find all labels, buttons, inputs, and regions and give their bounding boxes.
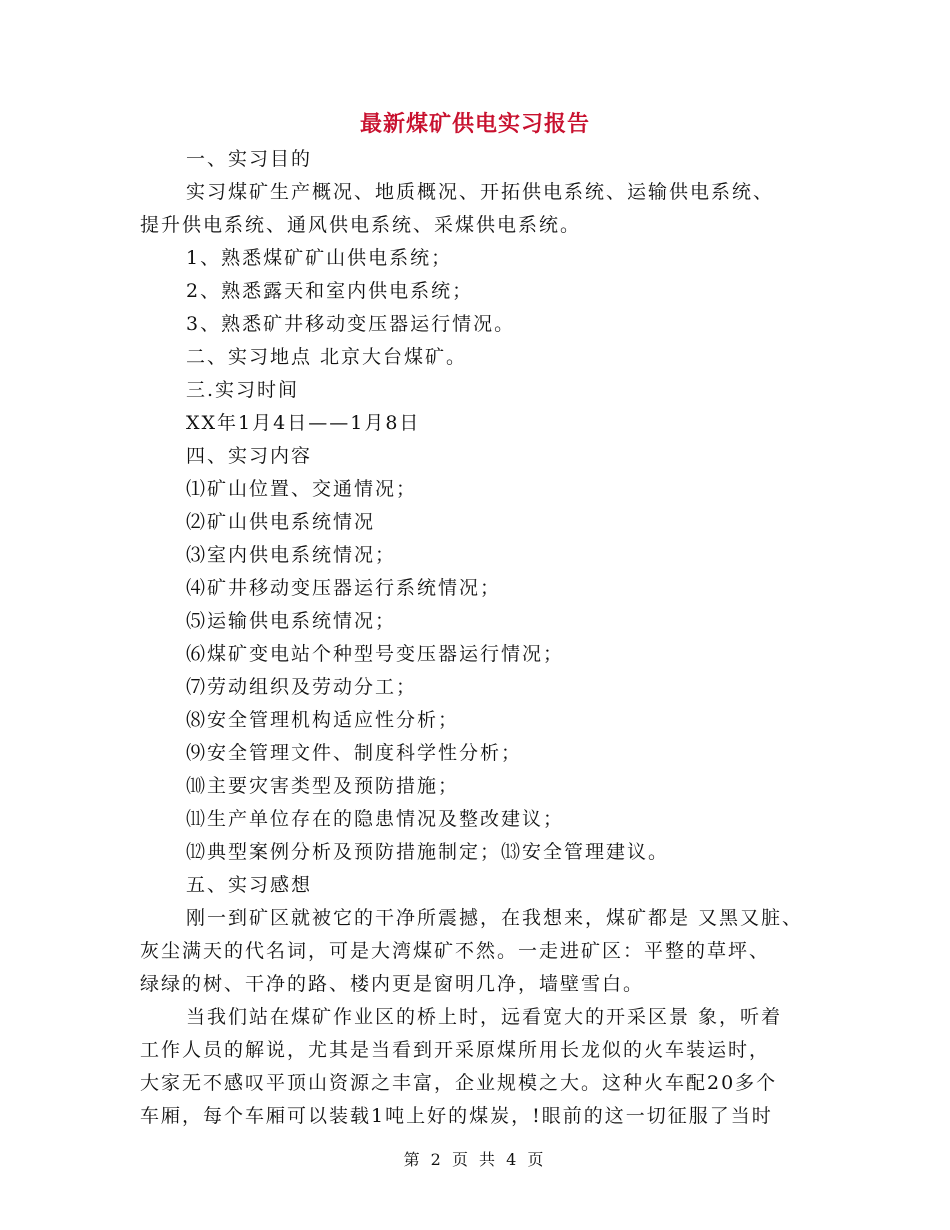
text-line: ⑽主要灾害类型及预防措施；: [186, 775, 460, 797]
text-line: ⑵矿山供电系统情况: [186, 511, 376, 533]
text-line: ⑾生产单位存在的隐患情况及整改建议；: [186, 808, 565, 830]
text-line: 提升供电系统、通风供电系统、采煤供电系统。: [140, 214, 582, 236]
text-line: 五、实习感想: [186, 874, 313, 896]
text-line: 3、熟悉矿井移动变压器运行情况。: [186, 313, 516, 335]
text-line: 2、熟悉露天和室内供电系统；: [186, 280, 474, 302]
text-line: ⑴矿山位置、交通情况；: [186, 478, 418, 500]
text-line: 四、实习内容: [186, 445, 313, 467]
text-line: 绿绿的树、干净的路、楼内更是窗明几净，墙壁雪白。: [140, 973, 645, 995]
text-line: 一、实习目的: [186, 148, 313, 170]
page-footer: 第 2 页 共 4 页: [403, 1150, 547, 1169]
text-line: ⑸运输供电系统情况；: [186, 610, 397, 632]
text-line: 1、熟悉煤矿矿山供电系统；: [186, 247, 453, 269]
text-line: 实习煤矿生产概况、地质概况、开拓供电系统、运输供电系统、: [186, 181, 775, 203]
text-line: 灰尘满天的代名词，可是大湾煤矿不然。一走进矿区：平整的草坪、: [140, 940, 771, 962]
document-title: 最新煤矿供电实习报告: [359, 111, 590, 137]
text-line: ⑶室内供电系统情况；: [186, 544, 397, 566]
document-body: [140, 143, 830, 1133]
text-line: XX年1月4日——1月8日: [186, 412, 421, 434]
text-line: ⑿典型案例分析及预防措施制定；⒀安全管理建议。: [186, 841, 670, 863]
text-line: 车厢，每个车厢可以装载1吨上好的煤炭，!眼前的这一切征服了当时: [140, 1105, 773, 1127]
text-line: 大家无不感叹平顶山资源之丰富，企业规模之大。这种火车配20多个: [140, 1072, 778, 1094]
text-line: 三.实习时间: [186, 379, 300, 401]
text-line: 刚一到矿区就被它的干净所震撼，在我想来，煤矿都是 又黑又脏、: [186, 907, 804, 929]
text-line: 当我们站在煤矿作业区的桥上时，远看宽大的开采区景 象，听着: [186, 1006, 783, 1028]
text-line: ⑺劳动组织及劳动分工；: [186, 676, 418, 698]
text-line: ⑼安全管理文件、制度科学性分析；: [186, 742, 523, 764]
text-line: 工作人员的解说，尤其是当看到开采原煤所用长龙似的火车装运时，: [140, 1039, 771, 1061]
text-line: 二、实习地点 北京大台煤矿。: [186, 346, 468, 368]
text-line: ⑻安全管理机构适应性分析；: [186, 709, 460, 731]
text-line: ⑹煤矿变电站个种型号变压器运行情况；: [186, 643, 565, 665]
text-line: ⑷矿井移动变压器运行系统情况；: [186, 577, 502, 599]
